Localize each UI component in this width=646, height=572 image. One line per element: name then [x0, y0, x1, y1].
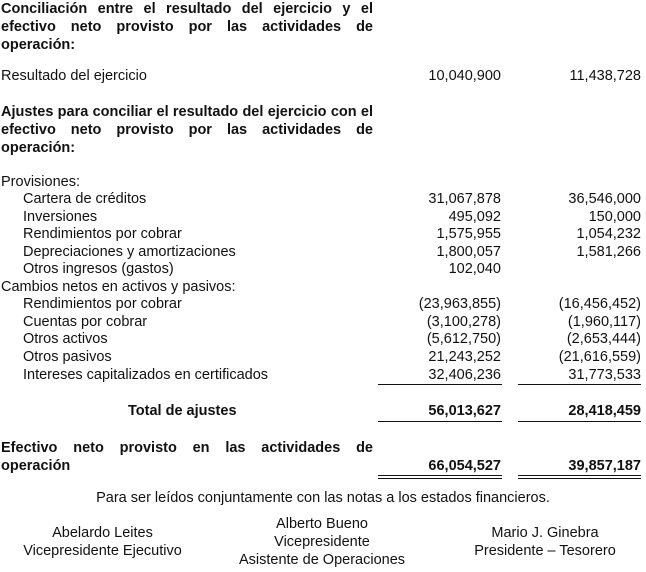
- value-col2: 28,418,459: [568, 403, 641, 419]
- heading-conciliacion: Conciliación entre el resultado del ejercicio y el efectivo neto provisto por las actividades de operación:: [1, 1, 373, 53]
- value-col1: 56,013,627: [428, 403, 501, 419]
- signature-title: Presidente – Tesorero: [474, 543, 616, 559]
- total-rule-col1: [378, 421, 502, 422]
- subtotal-rule-col2: [518, 384, 641, 385]
- row-label: Total de ajustes: [128, 403, 237, 419]
- row-label: Otros pasivos: [23, 349, 112, 365]
- table-row: [0, 295, 646, 313]
- table-row: [0, 225, 646, 243]
- table-row: [0, 208, 646, 226]
- value-col1: 10,040,900: [428, 68, 501, 84]
- section-label-provisiones: [0, 173, 646, 191]
- signature-block-2: [222, 515, 422, 569]
- row-label: Depreciaciones y amortizaciones: [23, 244, 236, 260]
- double-rule-bottom-col1: [378, 478, 502, 479]
- row-total-ajustes: [0, 402, 646, 420]
- value-col2: 31,773,533: [568, 367, 641, 383]
- row-label: Provisiones:: [1, 174, 80, 190]
- subtotal-rule-col1: [378, 384, 502, 385]
- value-col1: 21,243,252: [428, 349, 501, 365]
- value-col1: 102,040: [448, 261, 501, 277]
- value-col2: 1,581,266: [576, 244, 641, 260]
- row-label: Cartera de créditos: [23, 191, 147, 207]
- value-col1: (3,100,278): [426, 314, 501, 330]
- value-col1: (23,963,855): [418, 296, 501, 312]
- heading-ajustes: Ajustes para conciliar el resultado del ejercicio con el efectivo neto provisto por las actividades de operación:: [1, 104, 373, 156]
- efectivo-neto-label: Efectivo neto provisto en las actividades de operación: [1, 440, 373, 474]
- row-label: Cambios netos en activos y pasivos:: [1, 279, 236, 295]
- signature-title: Vicepresidente Ejecutivo: [23, 543, 182, 559]
- table-row: [0, 243, 646, 261]
- signature-name: Mario J. Ginebra: [491, 525, 599, 541]
- row-label: Inversiones: [23, 209, 98, 225]
- value-col2: 36,546,000: [568, 191, 641, 207]
- signature-name: Alberto Bueno: [276, 516, 368, 532]
- signature-name: Abelardo Leites: [52, 525, 153, 541]
- table-row: [0, 348, 646, 366]
- value-col2: (2,653,444): [566, 331, 641, 347]
- row-label: Cuentas por cobrar: [23, 314, 148, 330]
- value-col2: (21,616,559): [558, 349, 641, 365]
- total-rule-col2: [518, 421, 641, 422]
- value-col2: 1,054,232: [576, 226, 641, 242]
- table-row: [0, 330, 646, 348]
- table-row: [0, 190, 646, 208]
- double-rule-bottom-col2: [518, 478, 641, 479]
- row-label: Resultado del ejercicio: [1, 68, 147, 84]
- row-label: Rendimientos por cobrar: [23, 226, 182, 242]
- value-col2: (1,960,117): [567, 314, 641, 330]
- value-col2: (16,456,452): [558, 296, 641, 312]
- value-col2: 39,857,187: [568, 458, 641, 474]
- double-rule-top-col2: [518, 475, 641, 476]
- row-resultado-ejercicio: [0, 67, 646, 85]
- value-col1: 32,406,236: [428, 367, 501, 383]
- footnote: Para ser leídos conjuntamente con las notas a los estados financieros.: [96, 490, 550, 506]
- row-label: Intereses capitalizados en certificados: [23, 367, 269, 383]
- row-label: Otros ingresos (gastos): [23, 261, 174, 277]
- value-col1: 1,575,955: [436, 226, 501, 242]
- row-label: Rendimientos por cobrar: [23, 296, 182, 312]
- value-col1: 66,054,527: [428, 458, 501, 474]
- section-label-cambios: [0, 278, 646, 296]
- table-row: [0, 260, 646, 278]
- row-efectivo-neto: [0, 457, 646, 475]
- signature-title-secondary: Asistente de Operaciones: [238, 552, 406, 568]
- signature-block-3: [450, 524, 640, 560]
- value-col2: 150,000: [588, 209, 641, 225]
- double-rule-top-col1: [378, 475, 502, 476]
- row-label: Otros activos: [23, 331, 108, 347]
- table-row: [0, 366, 646, 384]
- table-row: [0, 313, 646, 331]
- signature-block-1: [10, 524, 195, 560]
- value-col2: 11,438,728: [569, 68, 641, 84]
- value-col1: 495,092: [448, 209, 501, 225]
- value-col1: 1,800,057: [436, 244, 501, 260]
- signature-title: Vicepresidente: [274, 534, 370, 550]
- value-col1: (5,612,750): [426, 331, 501, 347]
- value-col1: 31,067,878: [428, 191, 501, 207]
